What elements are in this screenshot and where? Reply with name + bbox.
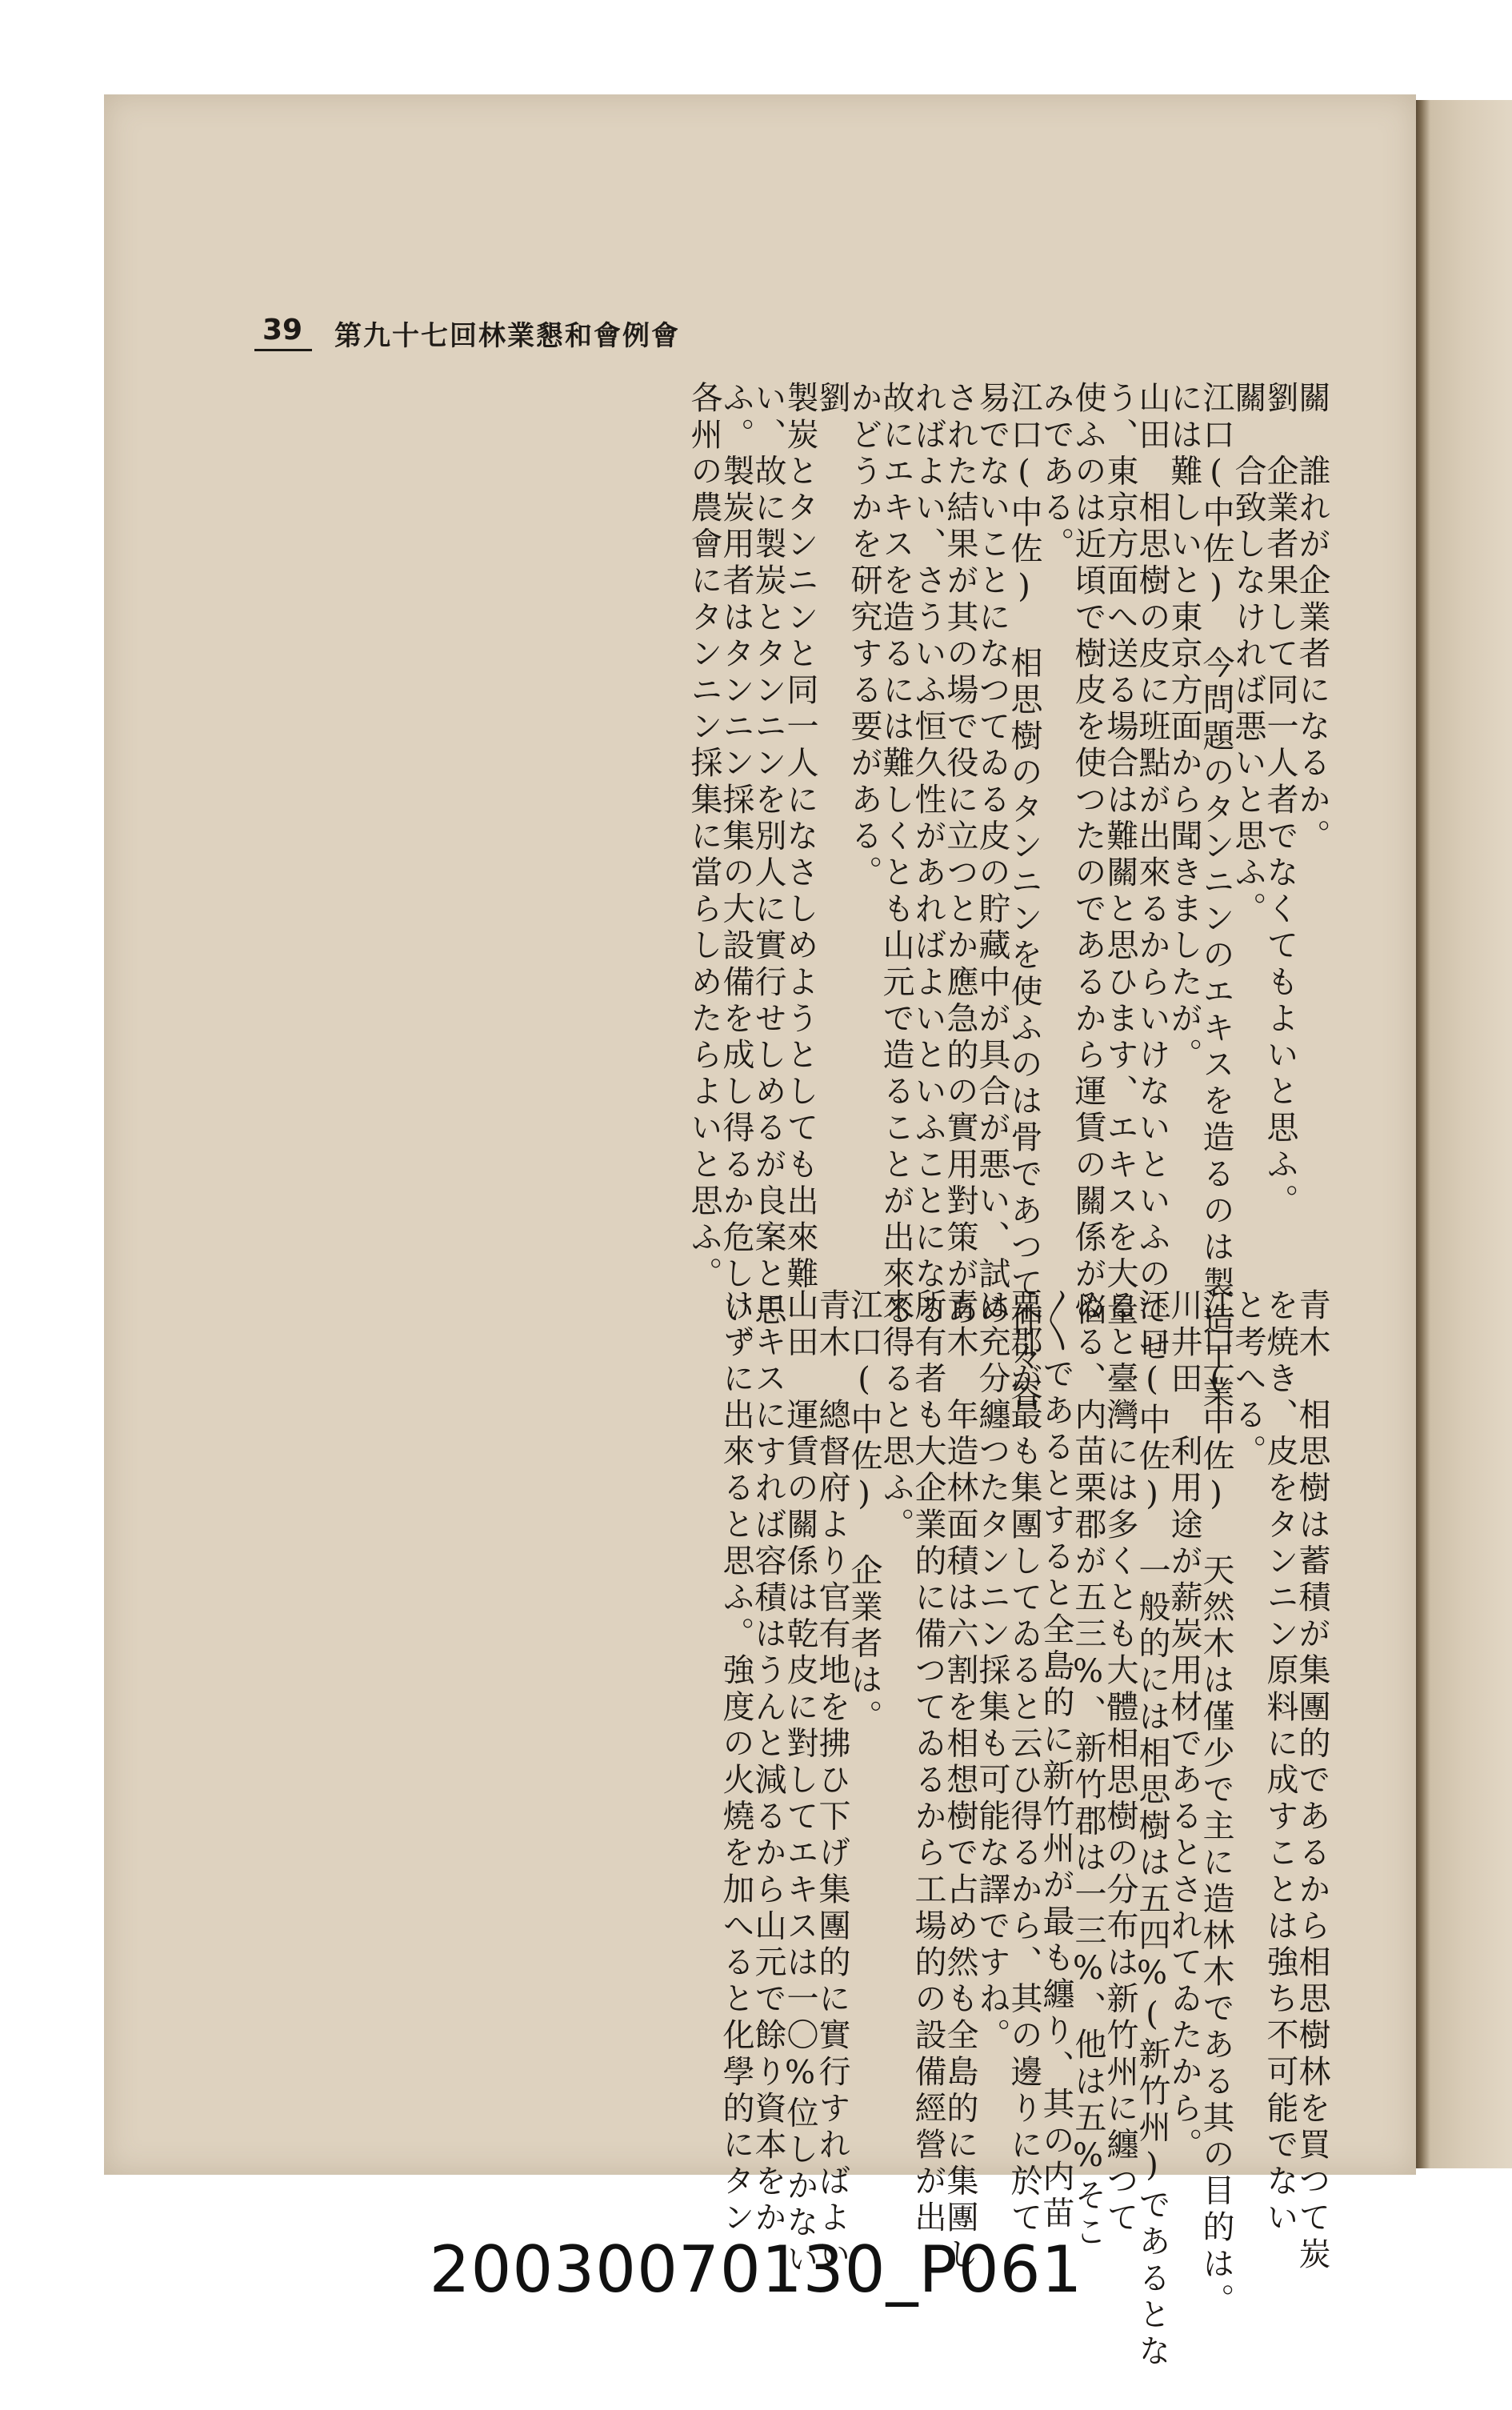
text-column: された結果が其の場で役に立つとか應急的の實用對策があ <box>942 381 978 1330</box>
text-column: を焼き、皮をタンニン原料に成すことは強ち不可能でない <box>1262 1288 1298 2237</box>
text-column: う、東京方面へ送る場合は難關と思ひます、エキスを大量 <box>1102 381 1138 1330</box>
adjacent-page-edge <box>1416 100 1512 2168</box>
page-number: 39 <box>262 314 303 346</box>
text-column: 易でないことになつてゐる皮の貯藏中が具合が悪い、試め <box>974 381 1010 1330</box>
text-column: 使ふのは近頃で樹皮を使つたのであるから運賃の關係が悩 <box>1070 381 1106 1330</box>
text-column: ゐる、内苗栗郡が五三%、新竹郡は一三%、他は五%そこ <box>1070 1288 1106 2252</box>
text-column: 江口(中佐) 企業者は。 <box>846 1288 882 1736</box>
text-column: と考へる。 <box>1230 1288 1266 1471</box>
text-column: エキスにすれば容積はうんと減るから山元で餘り資本をか <box>750 1288 786 2237</box>
text-column: には難しいと東京方面から聞きましたが。 <box>1166 381 1202 1075</box>
text-column: 江口(中佐) 今問題のタンニンのエキスを造るのは製造工業 <box>1198 381 1234 1412</box>
text-column: い、故に製炭とタンニンを別人に實行せしめるが良案と思 <box>750 381 786 1330</box>
text-column: みである。 <box>1038 381 1074 563</box>
text-column: 〳〵であるとすると全島的に新竹州が最も纏り、其の内苗 <box>1038 1288 1074 2232</box>
text-column: 青木 總督府より官有地を拂ひ下げ集團的に實行すればよい <box>814 1288 850 2274</box>
text-column: 江口(中佐) 天然木は僅少で主に造林木である其の目的は。 <box>1198 1288 1234 2320</box>
text-column: 關 合致しなければ悪いと思ふ。 <box>1230 381 1266 928</box>
text-column: 江口(中佐) 一般的には相思樹は五四%(新竹州)であるとな <box>1134 1288 1170 2371</box>
page-header <box>254 310 1382 350</box>
text-column: は充分纏つたタンニン採集も可能な譯ですね。 <box>974 1288 1010 2055</box>
text-column: 川井田 利用途が薪炭用材であるとされてゐたから。 <box>1166 1288 1202 2164</box>
text-column: 故にエキスを造るには難しくとも山元で造ることが出來る <box>878 381 914 1330</box>
page-number-underline <box>254 349 312 351</box>
text-column: けずに出來ると思ふ。強度の火燒を加へると化學的にタン <box>718 1288 754 2237</box>
text-column: かどうかを研究する要がある。 <box>846 381 882 892</box>
text-column: 來得ると思ふ。 <box>878 1288 914 1544</box>
archive-caption: 20030070130_P061 <box>429 2232 1083 2307</box>
text-column: 各州の農會にタンニン採集に當らしめたらよいと思ふ。 <box>686 381 722 1293</box>
text-column: 劉 <box>814 381 850 418</box>
text-column: 劉 企業者果して同一人者でなくてもよいと思ふ。 <box>1262 381 1298 1220</box>
text-column: 青木 年造林面積は六割を相想樹で占め然も全島的に集團し <box>942 1288 978 2274</box>
text-column: 青木 相思樹は蓄積が集團的であるから相思樹林を買つて炭 <box>1294 1288 1330 2274</box>
text-column: ればよい、さういふ恒久性があればよいといふことになる <box>910 381 946 1330</box>
text-column: 所有者も大企業的に備つてゐるから工場的の設備經營が出 <box>910 1288 946 2237</box>
text-column: 江口(中佐) 相思樹のタンニンを使ふのは骨であつて仲々容 <box>1006 381 1042 1412</box>
text-column: 製炭とタンニンと同一人になさしめようとしても出來難 <box>782 381 818 1293</box>
text-column: 關 誰れが企業者になるか。 <box>1294 381 1330 855</box>
text-column: ふ。製炭用者はタンニン採集の大設備を成し得るか危しい。 <box>718 381 754 1367</box>
text-column: 栗郡が最も集團してゐると云ひ得るから、其の邊りに於て <box>1006 1288 1042 2237</box>
text-column: 山田 相思樹の皮に班點が出來るからいけないといふのでせ <box>1134 381 1170 1367</box>
running-head: 第九十七回林業懇和會例會 <box>334 320 680 352</box>
text-column: 山田 運賃の關係は乾皮に對してエキスは一〇%位しかない <box>782 1288 818 2279</box>
text-column: ると臺灣には多くとも大體相思樹の分布は新竹州に纏つて <box>1102 1288 1138 2237</box>
